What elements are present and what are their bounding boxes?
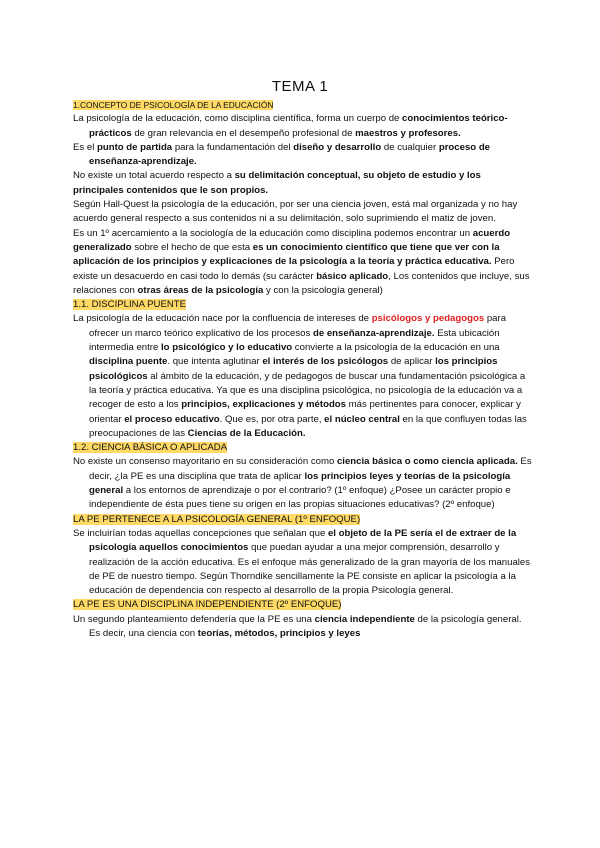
section-heading-enfoque-1: LA PE PERTENECE A LA PSICOLOGÍA GENERAL (1º ENFOQUE) (73, 513, 361, 525)
section-heading-ciencia-basica: 1.2. CIENCIA BÁSICA O APLICADA (73, 442, 228, 454)
page-title: TEMA 1 (271, 78, 329, 95)
paragraph-6: La psicología de la educación nace por la confluencia de intereses de psicólogos y pedagogos para ofrecer un marco teórico explicativo de los procesos de enseñanza-aprendizaje. Esta ubicación intermedia entre lo psicológico y lo educativo convierte a la psicología de la educación en una disciplina puente. que intenta aglutinar el interés de los psicólogos de aplicar los principios psicológicos al ámbito de la educación, y de pedagogos de buscar una fundamentación psicológica a la teoría y práctica educativa. Ya que es una disciplina psicológica, no psicología de la educación va a recoger de esto a los principios, explicaciones y métodos más pertinentes para conocer, explicar y orientar el proceso educativo. Que es, por otra parte, el núcleo central en la que confluyen todas las preocupaciones de las Ciencias de la Educación. (73, 313, 527, 439)
paragraph-7: No existe un consenso mayoritario en su consideración como ciencia básica o como ciencia aplicada. Es decir, ¿la PE es una disciplina que trata de aplicar los principios leyes y teorías de la psicología general a los entornos de aprendizaje o por el contrario? (1º enfoque) ¿Posee un carácter propio e independiente de ésta pues tiene su origen en las propias situaciones educativas? (2º enfoque) (73, 456, 532, 511)
paragraph-9: Un segundo planteamiento defendería que la PE es una ciencia independiente de la psicología general. Es decir, una ciencia con teorías, métodos, principios y leyes (73, 613, 522, 639)
section-heading-enfoque-2: LA PE ES UNA DISCIPLINA INDEPENDIENTE (2º ENFOQUE) (73, 599, 342, 611)
paragraph-1: La psicología de la educación, como disciplina científica, forma un cuerpo de conocimientos teórico-prácticos de gran relevancia en el desempeño profesional de maestros y profesores. (73, 113, 508, 139)
section-heading-disciplina-puente: 1.1. DISCIPLINA PUENTE (73, 299, 187, 311)
paragraph-2: Es el punto de partida para la fundamentación del diseño y desarrollo de cualquier proceso de enseñanza-aprendizaje. (73, 141, 491, 168)
paragraph-5: Es un 1º acercamiento a la sociología de la educación como disciplina podemos encontrar un acuerdo generalizado sobre el hecho de que esta es un conocimiento científico que tiene que ver con la aplicación de los principios y explicaciones de la psicología a la teoría y práctica educativa. Pero existe un desacuerdo en casi todo lo demás (su carácter básico aplicado, Los contenidos que incluye, sus relaciones con otras áreas de la psicología y con la psicología general) (73, 227, 530, 296)
paragraph-3: No existe un total acuerdo respecto a su delimitación conceptual, su objeto de estudio y los principales contenidos que le son propios. (73, 170, 481, 196)
paragraph-8: Se incluirían todas aquellas concepciones que señalan que el objeto de la PE sería el de extraer de la psicología aquellos conocimientos que puedan ayudar a una mejor comprensión, desarrollo y realización de la acción educativa. Es el enfoque más generalizado de la gran mayoría de los manuales de PE de nuestro tiempo. Según Thorndike sencillamente la PE consiste en aplicar la psicología a la educación de dependencia con respecto al desarrollo de la propia Psicología general. (73, 527, 531, 597)
paragraph-4: Según Hall-Quest la psicología de la educación, por ser una ciencia joven, está mal organizada y no hay acuerdo general respecto a sus contenidos ni a su delimitación, solo suprimiendo el matiz de joven. (73, 199, 518, 225)
section-heading-concepto: 1.CONCEPTO DE PSICOLOGÍA DE LA EDUCACIÓN (73, 100, 274, 110)
document-body (73, 98, 533, 641)
